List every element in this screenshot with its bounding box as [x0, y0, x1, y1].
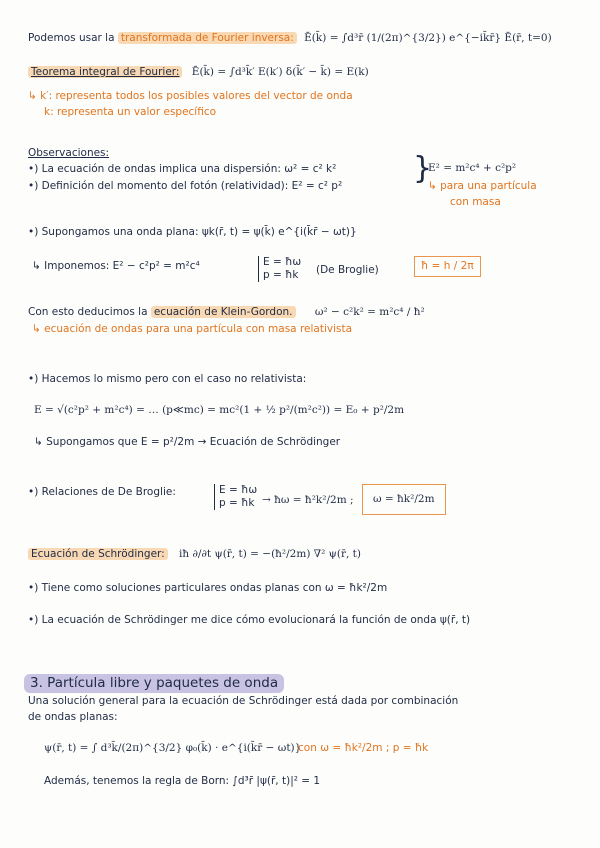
- dispersion-note-1: ↳ para una partícula: [428, 180, 537, 192]
- wave-packet-conditions: con ω = ħk²/2m ; p = ħk: [298, 742, 429, 754]
- intro-text: Podemos usar la: [28, 32, 118, 44]
- relacion-energia: E = ħω: [219, 484, 258, 496]
- dispersion-note-2: con masa: [450, 196, 501, 208]
- klein-gordon-highlight: ecuación de Klein-Gordon.: [151, 306, 296, 318]
- observaciones-title: Observaciones:: [28, 147, 110, 159]
- k-note-1: ↳ k′: representa todos los posibles valores del vector de onda: [28, 90, 353, 102]
- klein-gordon-text: Con esto deducimos la: [28, 306, 151, 318]
- general-solution-line-2: de ondas planas:: [28, 711, 118, 723]
- klein-gordon-equation: ω² − c²k² = m²c⁴ / ħ²: [314, 306, 425, 318]
- teorema-label: Teorema integral de Fourier:: [28, 66, 182, 78]
- no-relativista-line: •) Hacemos lo mismo pero con el caso no relativista:: [28, 373, 307, 385]
- teorema-line: [28, 66, 369, 79]
- k-note-2: k: representa un valor específico: [44, 106, 217, 118]
- dispersion-result: E² = m²c⁴ + c²p²: [428, 162, 517, 174]
- de-broglie-energy: E = ħω: [263, 256, 302, 268]
- wave-packet-equation: ψ(r̄, t) = ∫ d³k̄/(2π)^{3/2} φ₀(k̄) · e^{i(k̄r̄ − ωt)}: [44, 742, 302, 754]
- teorema-equation: Ē(k̄) = ∫d³k̄′ E(k′) δ(k̄′ − k̄) = E(k): [191, 66, 369, 78]
- intro-line: [28, 32, 552, 45]
- relacion-momento: p = ħk: [219, 497, 255, 510]
- imponemos-line: ↳ Imponemos: E² − c²p² = m²c⁴: [32, 260, 200, 272]
- de-broglie-momentum: p = ħk: [263, 269, 299, 282]
- schrodinger-assumption: ↳ Supongamos que E = p²/2m → Ecuación de Schrödinger: [34, 436, 341, 448]
- inverse-fourier-highlight: transformada de Fourier inversa:: [118, 32, 297, 44]
- klein-gordon-line: [28, 306, 425, 319]
- de-broglie-relations: [258, 256, 301, 282]
- dispersion-relation: → ħω = ħ²k²/2m ;: [262, 494, 354, 506]
- plane-wave-solutions: •) Tiene como soluciones particulares ondas planas con ω = ħk²/2m: [28, 582, 388, 594]
- klein-gordon-note: ↳ ecuación de ondas para una partícula con masa relativista: [32, 323, 353, 335]
- inverse-fourier-equation: Ē(k̄) = ∫d³r̄ (1/(2π)^{3/2}) e^{−ik̄r̄} Ē(r̄, t=0): [304, 32, 552, 44]
- hbar-definition-box: ħ = h / 2π: [414, 256, 481, 277]
- schrodinger-equation: iħ ∂/∂t ψ(r̄, t) = −(ħ²/2m) ∇² ψ(r̄, t): [179, 548, 361, 560]
- schrodinger-line: [28, 548, 361, 561]
- born-rule: Además, tenemos la regla de Born: ∫d³r̄ |ψ(r̄, t)|² = 1: [44, 775, 321, 787]
- section-3-title: 3. Partícula libre y paquetes de onda: [24, 674, 284, 693]
- de-broglie-label: (De Broglie): [316, 264, 379, 276]
- omega-result-box: ω = ħk²/2m: [362, 484, 446, 515]
- relaciones-de-broglie-label: •) Relaciones de De Broglie:: [28, 486, 176, 498]
- relaciones-de-broglie: [214, 484, 257, 510]
- no-relativista-equation: E = √(c²p² + m²c⁴) = … (p≪mc) = mc²(1 + ½ p²/(m²c²)) = E₀ + p²/2m: [34, 404, 405, 416]
- observacion-1: •) La ecuación de ondas implica una dispersión: ω² = c² k²: [28, 163, 337, 175]
- onda-plana-line: •) Supongamos una onda plana: ψk(r̄, t) = ψ(k̄) e^{i(k̄r̄ − ωt)}: [28, 226, 357, 238]
- right-brace: }: [413, 151, 433, 186]
- schrodinger-label: Ecuación de Schrödinger:: [28, 548, 168, 560]
- general-solution-line-1: Una solución general para la ecuación de Schrödinger está dada por combinación: [28, 695, 459, 707]
- observacion-2: •) Definición del momento del fotón (relatividad): E² = c² p²: [28, 180, 343, 192]
- schrodinger-evolution: •) La ecuación de Schrödinger me dice cómo evolucionará la función de onda ψ(r̄, t): [28, 614, 471, 626]
